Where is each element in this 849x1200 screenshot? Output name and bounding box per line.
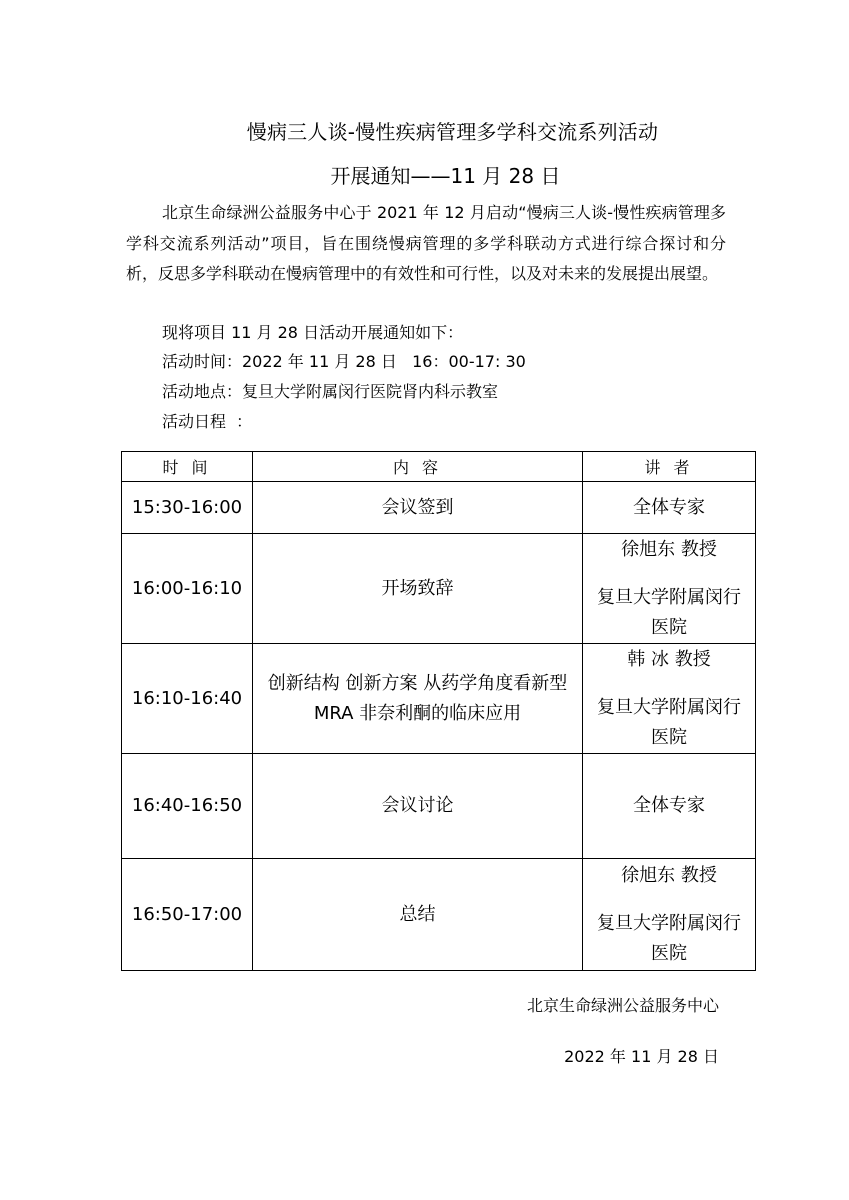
table-row (122, 534, 756, 644)
speaker-name: 徐旭东 教授 (621, 864, 717, 886)
row-speaker (583, 644, 756, 754)
table-header-row (122, 452, 756, 482)
document-title-line-1: 慢病三人谈-慢性疾病管理多学科交流系列活动 (246, 120, 659, 144)
row-time: 16:40-16:50 (122, 754, 253, 859)
footer-organization: 北京生命绿洲公益服务中心 (526, 996, 719, 1015)
speaker-name: 全体专家 (633, 795, 705, 816)
header-content: 内 容 (253, 452, 583, 482)
speaker-name: 徐旭东 教授 (621, 538, 717, 560)
table-row (122, 482, 756, 534)
table-row (122, 859, 756, 971)
speaker-org: 复旦大学附属闵行医院 (597, 912, 741, 964)
row-content: 总结 (253, 859, 583, 971)
row-content: 开场致辞 (253, 534, 583, 644)
row-speaker (583, 534, 756, 644)
table-row (122, 644, 756, 754)
speaker-org: 复旦大学附属闵行医院 (597, 586, 741, 638)
row-time: 16:00-16:10 (122, 534, 253, 644)
activity-time-line: 活动时间：2022 年 11 月 28 日 16：00-17: 30 (162, 352, 526, 371)
speaker-name: 韩 冰 教授 (627, 648, 711, 670)
header-speaker: 讲 者 (583, 452, 756, 482)
row-time: 15:30-16:00 (122, 482, 253, 534)
schedule-table (121, 451, 756, 971)
row-content: 会议讨论 (253, 754, 583, 859)
footer-date: 2022 年 11 月 28 日 (564, 1047, 719, 1066)
row-speaker (583, 482, 756, 534)
activity-place-line: 活动地点：复旦大学附属闵行医院肾内科示教室 (162, 382, 499, 401)
speaker-org: 复旦大学附属闵行医院 (597, 696, 741, 748)
speaker-name: 全体专家 (633, 496, 705, 518)
notice-line: 现将项目 11 月 28 日活动开展通知如下： (162, 323, 464, 342)
row-speaker (583, 859, 756, 971)
table-row (122, 754, 756, 859)
document-title-line-2: 开展通知——11 月 28 日 (330, 164, 561, 188)
row-content: 会议签到 (253, 482, 583, 534)
row-time: 16:10-16:40 (122, 644, 253, 754)
header-time: 时 间 (122, 452, 253, 482)
intro-paragraph: 北京生命绿洲公益服务中心于 2021 年 12 月启动“慢病三人谈-慢性疾病管理多学科交流系列活动”项目，旨在围绕慢病管理的多学科联动方式进行综合探讨和分析，反思多学科联动在慢病管理中的有效性和可行性，以及对未来的发展提出展望。 (126, 203, 726, 283)
row-speaker (583, 754, 756, 859)
row-content: 创新结构 创新方案 从药学角度看新型 MRA 非奈利酮的临床应用 (253, 644, 583, 754)
row-time: 16:50-17:00 (122, 859, 253, 971)
schedule-label: 活动日程 ： (162, 412, 253, 431)
